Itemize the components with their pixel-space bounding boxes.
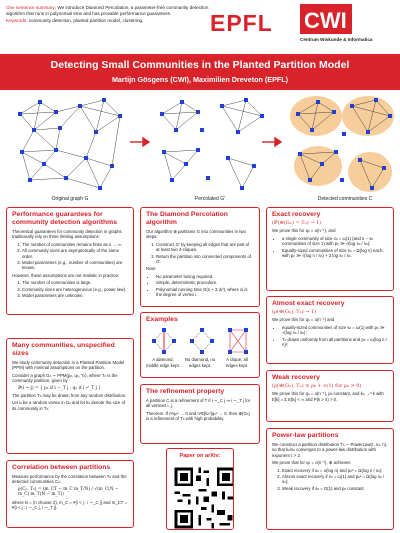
paper-title: Detecting Small Communities in the Planted Partition Model xyxy=(50,59,350,71)
caption-original: Original graph G xyxy=(51,196,89,202)
weak-subtitle: (ρ(⊕(Gₙ), Tₙ) ≥ ρ₀ + o(1) for ρ₀ > 0) xyxy=(272,383,362,389)
correlation-box xyxy=(6,460,134,528)
many-p3: The partition Tₙ may be drawn from any random distribution. xyxy=(12,393,127,399)
exact-subtitle: (ℙ(⊕(Gₙ) = Tₙ) → 1) xyxy=(272,220,322,226)
caption-detected: Detected communities C xyxy=(317,196,373,202)
power-item: 1. Exact recovery if sₙ = o(log n) and pₙ² = Ω(log n / sₙ); xyxy=(282,468,388,473)
example-label: A clique, all edges kept. xyxy=(225,357,249,368)
exact-title: Exact recovery xyxy=(272,211,321,218)
diamond-note-item: • Simple, deterministic procedure. xyxy=(156,280,254,285)
almost-bullet: • Tₙ drawn uniformly from all partitions and pₙ = ω(log n / n)². xyxy=(282,337,388,348)
many-p4: Let iₙ be a random vertex in Gₙ and let kₙ denote the size of its community in Tₙ. xyxy=(12,400,126,411)
power-title: Power-law partitions xyxy=(272,432,339,439)
diamond-step: 1. Construct G' by keeping all edges that are part of at least two 4-cliques. xyxy=(156,242,254,253)
perf-item: 3. Model parameters (e.g., number of communities) are known. xyxy=(22,260,128,271)
power-item: 2. Almost exact recovery if sₙ = ω(1) and pₙ² = Ω(log sₙ / sₙ); xyxy=(282,474,388,485)
diamond-notes xyxy=(146,274,254,298)
perf-assumptions xyxy=(12,242,128,271)
performance-guarantees-box xyxy=(6,207,134,315)
weak-p1: We prove this for qₙ = o(n⁻¹), pₙ constant, and kₙ →ᵈ k with E[k] = Σ E[kᵢ] < ∞ and P(k ≥ 4) > 0. xyxy=(272,391,384,402)
paper-authors: Martijn Gösgens (CWI), Maximilien Dreveton (EPFL) xyxy=(111,75,289,84)
perf-mid: However, these assumptions are not realistic in practice: xyxy=(12,272,120,278)
pipeline-figure xyxy=(0,92,400,202)
exact-bullets xyxy=(272,236,388,259)
diamond-note-item: • No parameter tuning required. xyxy=(156,274,254,279)
example-label: A diamond, middle edge kept. xyxy=(146,357,180,368)
epfl-logo xyxy=(210,10,292,36)
caption-percolated: Percolated G' xyxy=(194,196,226,202)
diamond-note-item: • Polynomial running time O(n + Σ dᵢ³), where dᵢ is the degree of vertex i. xyxy=(156,287,254,298)
perf-item: 3. Model parameters are unknown. xyxy=(22,293,128,298)
epfl-logo-text: EPFL xyxy=(210,10,273,36)
diamond-step: 2. Return the partition into connected components of G'. xyxy=(156,254,254,265)
refine-theorem: Theorem. If n²qₙ⁵ → 0 and n²E[kₙ²]qₙ² → 0, then ⊕(Gₙ) is a refinement of Tₙ with high probability. xyxy=(146,410,250,422)
corr-equation: ρ(Cₙ, Tₙ) = (m_CT − m_C m_T/N) / √(m_C(N − m_C) m_T(N − m_T)) xyxy=(18,486,119,498)
refine-p1: A partition C is a refinement of T if i ∼_C j ⇒ i ∼_T j for all vertices i, j. xyxy=(146,398,251,409)
diamond-note: Note: xyxy=(146,266,157,272)
percolated-graph xyxy=(162,100,262,188)
perf-item: 1. The number of communities is large. xyxy=(22,280,128,285)
perf-item: 2. All community sizes are asymptotically of the same order. xyxy=(22,248,128,259)
almost-bullet: • equally-sized communities of size sₙ = ω(1) with pₙ ≫ √(log sₙ / sₙ); xyxy=(282,325,388,336)
perf-intro: Theoretical guarantees for community detection in graphs traditionally rely on three limiting assumptions: xyxy=(12,229,122,240)
many-p1: We study community detection in a Planted Partition Model (PPM) with minimal assumptions on the partition. xyxy=(12,360,125,371)
almost-title: Almost exact recovery xyxy=(272,300,345,307)
cwi-logo-subtitle: Centrum Wiskunde & Informatica xyxy=(300,37,373,42)
refinement-box xyxy=(140,384,260,444)
almost-exact-recovery-box xyxy=(266,296,394,364)
almost-bullets xyxy=(272,325,388,348)
diamond-title: The Diamond Percolation algorithm xyxy=(146,211,228,226)
original-graph xyxy=(20,100,120,188)
almost-p1: We prove this for qₙ = o(n⁻¹) and xyxy=(272,317,335,323)
corr-title: Correlation between partitions xyxy=(12,464,111,471)
diamond-percolation-box xyxy=(140,207,260,307)
examples-title: Examples xyxy=(146,316,178,323)
summary-text: We introduce Diamond Percolation, a parameter-free community detection algorithm that runs in polynomial time and has provable performance guarantees. xyxy=(6,5,209,17)
exact-bullet: • Equally-sized communities of size sₙ = Ω(log n) each, with pₙ ≫ √(log n / sₙ) + 3 log sₙ / sₙ. xyxy=(282,248,388,259)
many-communities-box xyxy=(6,338,134,454)
perf-title: Performance guarantees for community detection algorithms xyxy=(12,211,117,226)
diamond-intro: Our algorithm ⊕ partitions G into communities in two steps: xyxy=(146,229,246,240)
power-p1: We construct a partition distribution Tₙ ∼ PowerLaw(τ, sₙ, n), so that kₙ/sₙ converges to a power-law distribution with exponent τ > 2. xyxy=(272,442,388,458)
examples-figure xyxy=(146,326,256,356)
weak-recovery-box xyxy=(266,370,394,422)
many-title: Many communities, unspecified sizes xyxy=(12,342,115,357)
corr-p2: where N = (n choose 2), m_C = #{i < j : i ∼_C j} and m_CT = #{i < j : i ∼_C j, i ∼_T j}. xyxy=(12,499,128,511)
cwi-logo xyxy=(300,4,396,44)
arxiv-title: Paper on arXiv: xyxy=(179,453,221,459)
arrows xyxy=(130,138,281,146)
refine-title: The refinement property xyxy=(146,388,225,395)
perf-item: 2. Community sizes are heterogeneous (e.g., power law). xyxy=(22,287,128,292)
exact-bullet: • a single community of size sₙ = ω(1) (and n − sₙ communities of size 1) with pₙ ≫ √(log sₙ / sₙ); xyxy=(282,236,388,247)
exact-p1: We prove this for qₙ = o(n⁻¹), and xyxy=(272,228,336,234)
weak-title: Weak recovery xyxy=(272,374,320,381)
corr-p1: Measure performance by the correlation between Tₙ and the detected communities Cₙ: xyxy=(12,474,127,485)
example-label: No diamond, no edges kept. xyxy=(184,357,216,368)
diamond-steps xyxy=(146,242,254,265)
power-item: 3. Weak recovery if sₙ = O(1) and pₙ constant. xyxy=(282,486,388,491)
arxiv-qr-code[interactable] xyxy=(172,465,234,530)
perf-reality xyxy=(12,280,128,298)
cwi-logo-text: CWI xyxy=(304,8,347,33)
summary xyxy=(6,5,211,24)
power-items xyxy=(272,468,388,492)
arxiv-box xyxy=(166,448,234,530)
keywords-label: Keywords: xyxy=(6,17,28,23)
power-p2: We prove that for qₙ = o(n⁻¹), ⊕ achieves xyxy=(272,460,351,466)
perf-item: 1. The number of communities remains finite as n → ∞. xyxy=(22,242,128,247)
many-p2: Consider a graph Gₙ ∼ PPM(pₙ, qₙ, Tₙ), where Tₙ is the community partition, given by xyxy=(12,372,118,384)
exact-recovery-box xyxy=(266,207,394,291)
keywords-text: community detection, planted partition model, clustering. xyxy=(27,17,144,23)
title-banner xyxy=(0,54,400,90)
ppm-equation: ℙ(i ~ j) = { pₙ if i ∼_T j ; qₙ if i ≁_T j } xyxy=(18,385,102,391)
almost-subtitle: (ρ(⊕(Gₙ), Tₙ) → 1) xyxy=(272,309,317,315)
summary-label: One sentence summary: xyxy=(6,5,57,10)
power-law-box xyxy=(266,428,394,530)
examples-box xyxy=(140,312,260,378)
